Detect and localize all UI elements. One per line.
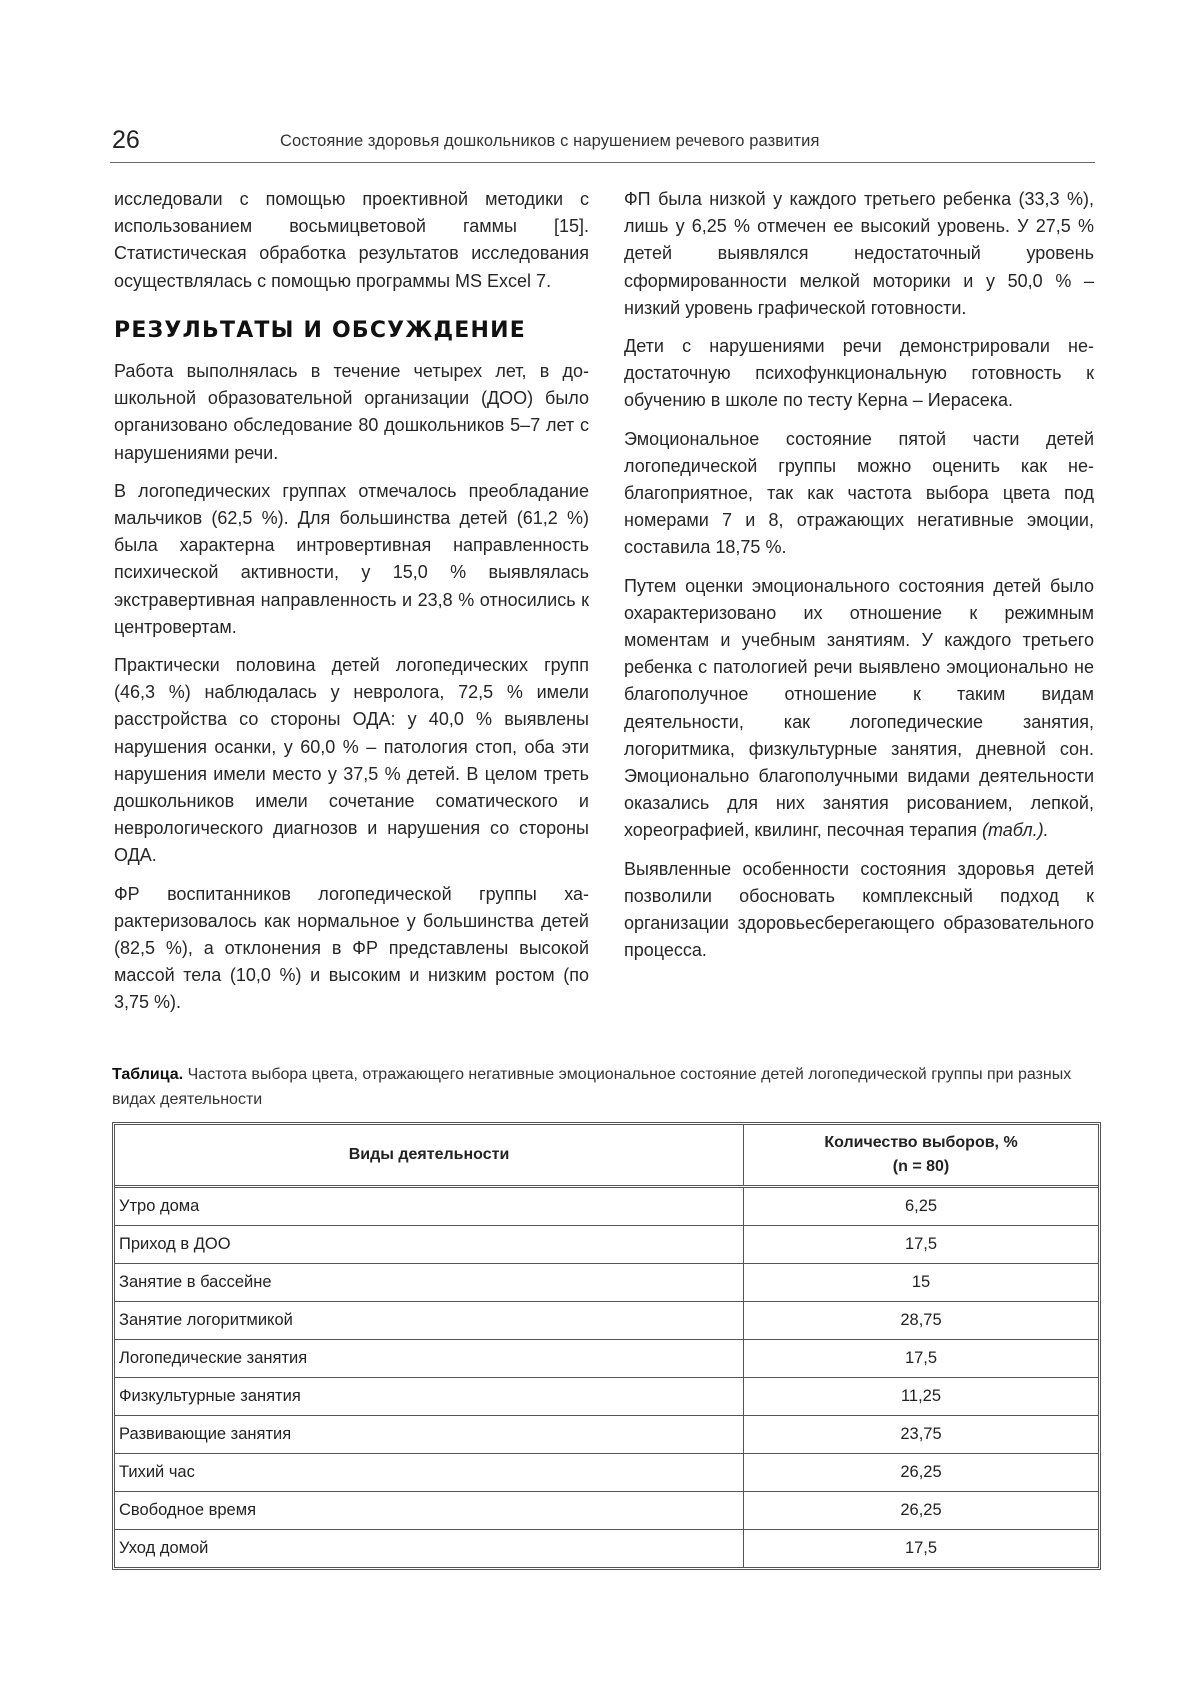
table-row xyxy=(115,1226,1098,1264)
value-cell: 17,5 xyxy=(744,1226,1099,1264)
table-header-row xyxy=(115,1125,1098,1187)
activity-cell: Утро дома xyxy=(115,1187,744,1226)
table-row xyxy=(115,1187,1098,1226)
paragraph: Практически половина детей логопедических групп (46,3 %) наблюдалась у невролога, 72,5 % имели расстройства со стороны ОДА: у 40,0 % выявлены нарушения осанки, у 60,0 % – патология стоп, оба эти нарушения имели место у 37,5 % детей. В целом треть дошкольников имели сочетание соматического и неврологического диагнозов и нарушения со стороны ОДА. xyxy=(114,655,589,866)
activity-cell: Физкультурные занятия xyxy=(115,1378,744,1416)
page-number: 26 xyxy=(112,126,140,154)
table-body xyxy=(115,1187,1098,1568)
value-cell: 26,25 xyxy=(744,1492,1099,1530)
value-cell: 17,5 xyxy=(744,1340,1099,1378)
activity-cell: Развивающие занятия xyxy=(115,1416,744,1454)
column-header-count-line1: Количество выборов, % xyxy=(824,1134,1018,1151)
column-header-count-line2: (n = 80) xyxy=(892,1158,950,1175)
table-row xyxy=(115,1492,1098,1530)
table-row xyxy=(115,1302,1098,1340)
column-header-activity: Виды деятельности xyxy=(115,1125,744,1187)
activity-cell: Тихий час xyxy=(115,1454,744,1492)
value-cell: 15 xyxy=(744,1264,1099,1302)
section-heading: РЕЗУЛЬТАТЫ И ОБСУЖДЕНИЕ xyxy=(114,317,526,343)
table-row xyxy=(115,1378,1098,1416)
page-header xyxy=(110,118,1095,163)
table-row xyxy=(115,1454,1098,1492)
paragraph: В логопедических группах отмечалось преобладание мальчиков (62,5 %). Для большинства детей (61,2 %) была характерна интровертивная направленность психической активности, у 15,0 % выявлялась экстравертивная направленность и 23,8 % относились к центровертам. xyxy=(114,480,589,637)
table-caption-label: Таблица. xyxy=(112,1066,184,1083)
value-cell: 28,75 xyxy=(744,1302,1099,1340)
right-column xyxy=(624,186,1094,975)
table-row xyxy=(115,1264,1098,1302)
paragraph xyxy=(624,573,1094,845)
paragraph-text: Путем оценки эмоционального состояния детей было охарактеризовано их отношение к режимным моментам и учебным занятиям. У каждого третьего ребенка с патологией речи выявлено эмоционально не благополучное отношение к таким видам деятельности, как логопедические занятия, логоритмика, физкультурные занятия, дневной сон. Эмоционально благополучными видами деятельности оказались для них занятия рисованием, лепкой, хореографией, квилинг, песочная терапия xyxy=(624,575,1094,841)
paragraph: Выявленные особенности состояния здоровья детей позволили обосновать комплексный подход к организации здоровьесберегающего образовательного процесса. xyxy=(624,858,1094,961)
paragraph: Эмоциональное состояние пятой части детей логопедической группы можно оценить как неблагоприятное, так как частота выбора цвета под номерами 7 и 8, отражающих негативные эмоции, составила 18,75 %. xyxy=(624,428,1094,558)
table-row xyxy=(115,1530,1098,1568)
running-title: Состояние здоровья дошкольников с нарушением речевого развития xyxy=(280,132,820,150)
table-reference: (табл.). xyxy=(982,820,1049,841)
activity-cell: Уход домой xyxy=(115,1530,744,1568)
paragraph: исследовали с помощью проективной методики с использованием восьмицветовой гаммы [15]. Статистическая обработка результатов исследования осуществлялась с помощью программы MS Excel 7. xyxy=(114,189,589,291)
paragraph: ФР воспитанников логопедической группы характеризовалось как нормальное у большинства детей (82,5 %), а отклонения в ФР представлены высокой массой тела (10,0 %) и высоким и низким ростом (по 3,75 %). xyxy=(114,883,589,1013)
value-cell: 23,75 xyxy=(744,1416,1099,1454)
left-column xyxy=(114,186,589,1028)
data-table xyxy=(112,1122,1101,1570)
activity-cell: Занятие в бассейне xyxy=(115,1264,744,1302)
column-header-count xyxy=(744,1125,1099,1187)
value-cell: 6,25 xyxy=(744,1187,1099,1226)
value-cell: 17,5 xyxy=(744,1530,1099,1568)
activity-cell: Логопедические занятия xyxy=(115,1340,744,1378)
paragraph: ФП была низкой у каждого третьего ребенка (33,3 %), лишь у 6,25 % отмечен ее высокий уровень. У 27,5 % детей выявлялся недостаточный уровень сформированности мелкой моторики и у 50,0 % – низкий уровень графической готовности. xyxy=(624,189,1094,318)
activity-cell: Свободное время xyxy=(115,1492,744,1530)
table-row xyxy=(115,1340,1098,1378)
paragraph: Работа выполнялась в течение четырех лет, в дошкольной образовательной организации (ДОО) было организовано обследование 80 дошкольников 5–7 лет с нарушениями речи. xyxy=(114,361,589,463)
value-cell: 11,25 xyxy=(744,1378,1099,1416)
table-caption xyxy=(112,1062,1097,1112)
table-row xyxy=(115,1416,1098,1454)
table-caption-text: Частота выбора цвета, отражающего негативные эмоциональное состояние детей логопедической группы при разных видах деятельности xyxy=(112,1066,1072,1108)
value-cell: 26,25 xyxy=(744,1454,1099,1492)
activity-cell: Приход в ДОО xyxy=(115,1226,744,1264)
activity-cell: Занятие логоритмикой xyxy=(115,1302,744,1340)
paragraph: Дети с нарушениями речи демонстрировали недостаточную психофункциональную готовность к обучению в школе по тесту Керна – Иерасека. xyxy=(624,336,1094,411)
